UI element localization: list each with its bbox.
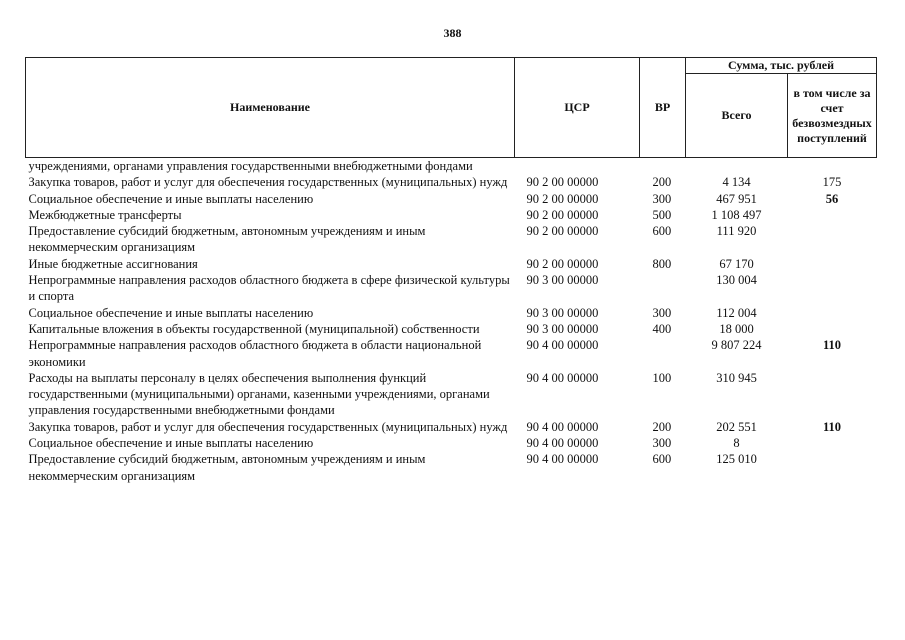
row-vr: 300	[652, 191, 672, 206]
row-csr: 90 2 00 00000	[526, 191, 599, 206]
budget-table	[25, 57, 877, 484]
row-vr: 400	[652, 321, 672, 336]
row-name: Закупка товаров, работ и услуг для обеспечения государственных (муниципальных) нужд	[28, 419, 508, 434]
row-name: Непрограммные направления расходов областного бюджета в сфере физической культуры и спорта	[28, 273, 510, 304]
row-grants	[788, 370, 877, 419]
row-total: 125 010	[716, 452, 757, 467]
table-row	[26, 337, 877, 370]
row-name: Межбюджетные трансферты	[28, 207, 182, 222]
row-total: 130 004	[716, 273, 757, 288]
header-sum: Сумма, тыс. рублей	[686, 58, 877, 74]
table-row	[26, 207, 877, 223]
row-csr: 90 3 00 00000	[526, 305, 599, 320]
row-csr: 90 2 00 00000	[526, 175, 599, 190]
row-grants	[788, 435, 877, 451]
row-grants	[788, 451, 877, 484]
row-name: Предоставление субсидий бюджетным, автономным учреждениям и иным некоммерческим организациям	[28, 224, 426, 255]
row-name: Социальное обеспечение и иные выплаты населению	[28, 305, 314, 320]
header-total: Всего	[686, 74, 788, 158]
header-name: Наименование	[26, 58, 515, 158]
row-vr: 500	[652, 207, 672, 222]
row-csr: 90 4 00 00000	[526, 419, 599, 434]
row-csr: 90 2 00 00000	[526, 256, 599, 271]
header-grants: в том числе за счет безвозмездных поступлений	[788, 74, 877, 158]
row-grants: 110	[822, 338, 842, 353]
row-name: Непрограммные направления расходов областного бюджета в области национальной экономики	[28, 338, 482, 369]
row-csr: 90 4 00 00000	[526, 436, 599, 451]
row-csr: 90 4 00 00000	[526, 452, 599, 467]
row-total: 18 000	[719, 321, 754, 336]
row-grants	[788, 158, 877, 175]
table-row	[26, 305, 877, 321]
row-grants: 175	[822, 175, 842, 190]
row-vr: 200	[652, 419, 672, 434]
row-total: 4 134	[722, 175, 751, 190]
row-vr: 300	[652, 305, 672, 320]
table-row	[26, 370, 877, 419]
row-total: 310 945	[716, 370, 757, 385]
row-name: Социальное обеспечение и иные выплаты населению	[28, 191, 314, 206]
row-total: 67 170	[719, 256, 754, 271]
row-total: 9 807 224	[711, 338, 762, 353]
row-total: 467 951	[716, 191, 757, 206]
row-vr	[640, 158, 686, 175]
row-grants	[788, 272, 877, 305]
row-total: 8	[733, 436, 740, 451]
row-grants	[788, 223, 877, 256]
row-total: 202 551	[716, 419, 757, 434]
row-total	[686, 158, 788, 175]
table-row	[26, 272, 877, 305]
row-grants	[788, 207, 877, 223]
row-csr: 90 4 00 00000	[526, 338, 599, 353]
row-vr: 800	[652, 256, 672, 271]
row-grants	[788, 321, 877, 337]
row-vr	[640, 337, 686, 370]
row-name: Капитальные вложения в объекты государственной (муниципальной) собственности	[28, 321, 480, 336]
row-name: Иные бюджетные ассигнования	[28, 256, 198, 271]
table-row	[26, 419, 877, 435]
row-grants	[788, 256, 877, 272]
row-csr: 90 4 00 00000	[526, 370, 599, 385]
page-number: 388	[443, 26, 462, 40]
row-name: Расходы на выплаты персоналу в целях обеспечения выполнения функций государственными (муниципальными) органами, казенными учреждениями, органами управления государственными внебюджетными фондами	[28, 370, 490, 418]
row-name: учреждениями, органами управления государственными внебюджетными фондами	[28, 159, 473, 173]
row-grants: 56	[825, 191, 839, 206]
header-csr: ЦСР	[515, 58, 640, 158]
table-row	[26, 256, 877, 272]
row-name: Социальное обеспечение и иные выплаты населению	[28, 436, 314, 451]
table-row	[26, 191, 877, 207]
table-row	[26, 223, 877, 256]
row-csr	[515, 158, 640, 175]
row-vr	[640, 272, 686, 305]
row-total: 1 108 497	[711, 207, 762, 222]
table-row	[26, 174, 877, 190]
row-csr: 90 2 00 00000	[526, 224, 599, 239]
row-grants	[788, 305, 877, 321]
row-vr: 100	[652, 370, 672, 385]
table-row	[26, 158, 877, 175]
table-header	[26, 58, 877, 158]
table-row	[26, 321, 877, 337]
table-body	[26, 158, 877, 484]
row-vr: 200	[652, 175, 672, 190]
row-vr: 600	[652, 452, 672, 467]
row-grants: 110	[822, 419, 842, 434]
table-row	[26, 435, 877, 451]
row-csr: 90 3 00 00000	[526, 273, 599, 288]
row-csr: 90 3 00 00000	[526, 321, 599, 336]
table-row	[26, 451, 877, 484]
row-csr: 90 2 00 00000	[526, 207, 599, 222]
row-name: Предоставление субсидий бюджетным, автономным учреждениям и иным некоммерческим организациям	[28, 452, 426, 483]
row-total: 111 920	[716, 224, 757, 239]
row-vr: 600	[652, 224, 672, 239]
row-vr: 300	[652, 436, 672, 451]
row-name: Закупка товаров, работ и услуг для обеспечения государственных (муниципальных) нужд	[28, 175, 508, 190]
row-total: 112 004	[716, 305, 757, 320]
header-vr: ВР	[640, 58, 686, 158]
